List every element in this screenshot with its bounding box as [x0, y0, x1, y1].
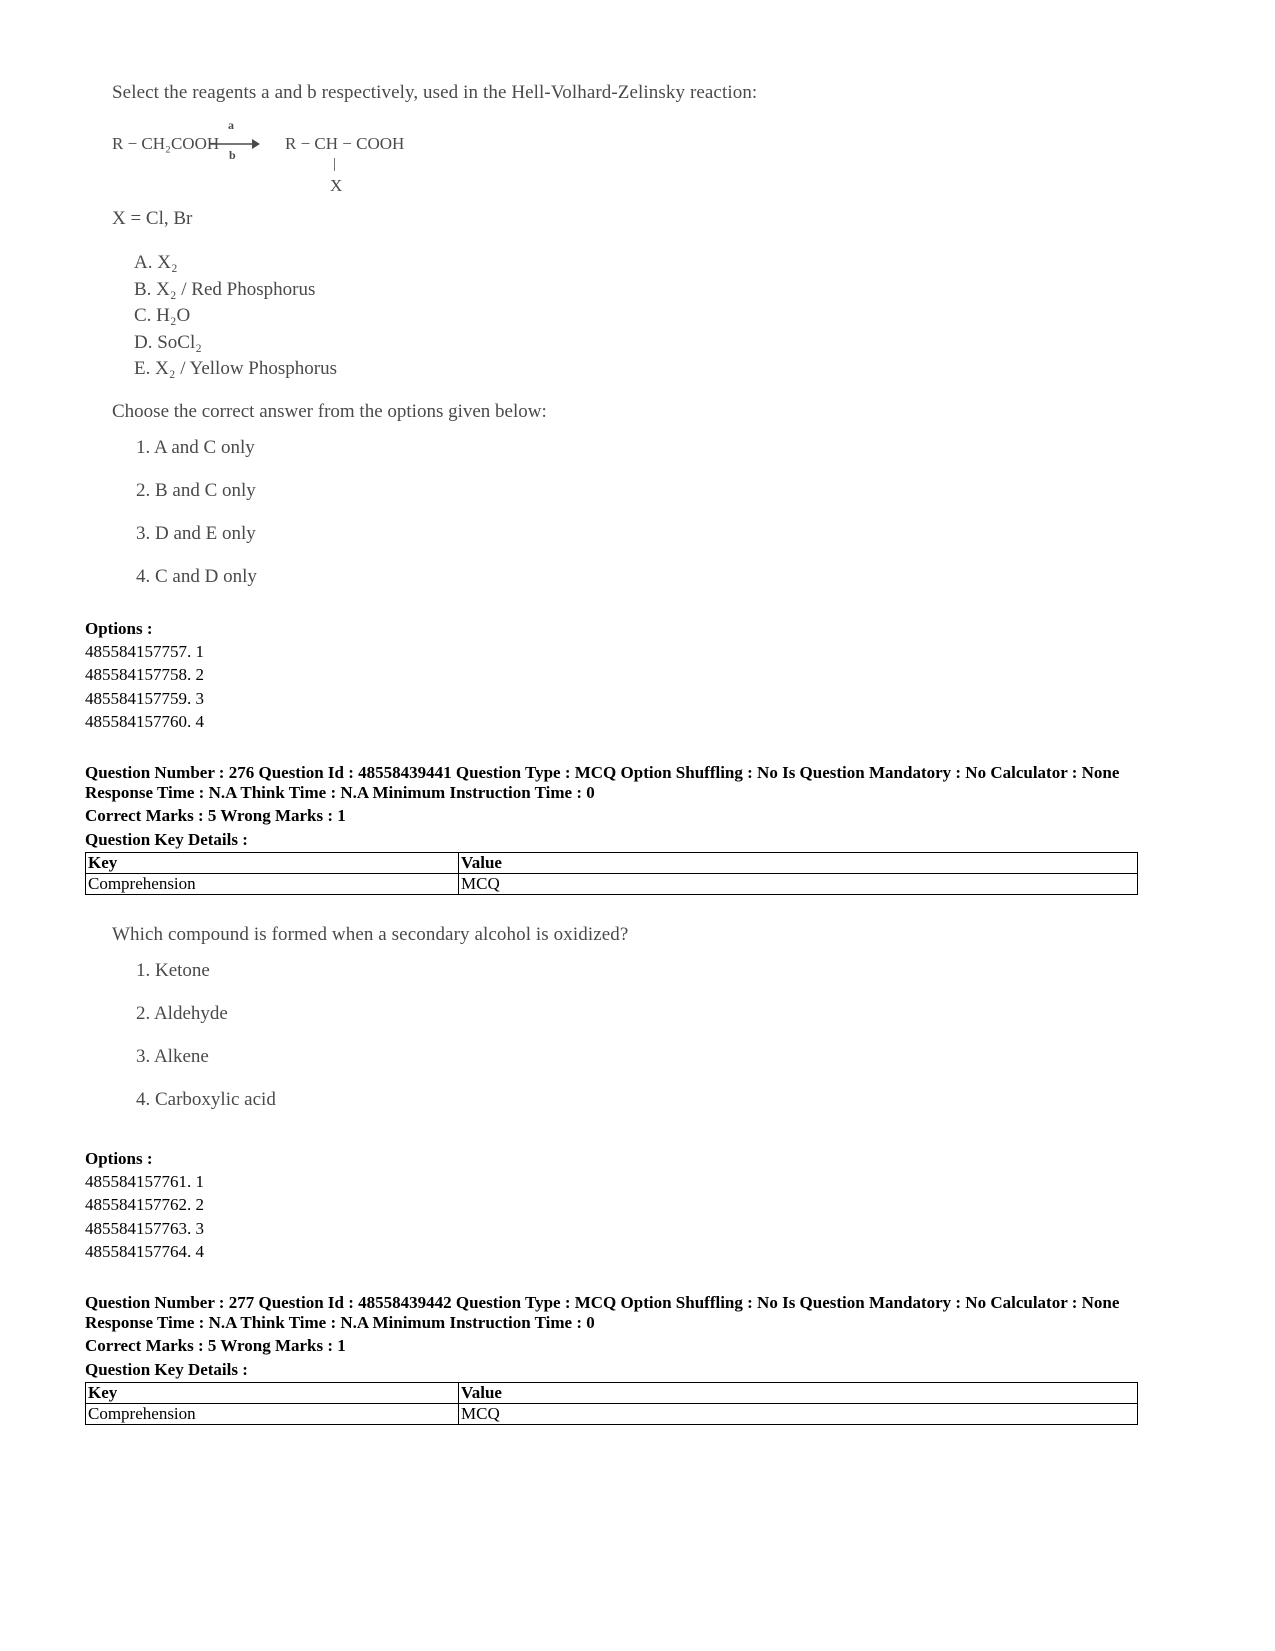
arrow-reagent-a: a — [228, 118, 234, 132]
numbered-option: 4. C and D only — [136, 565, 257, 587]
q276-key-table — [85, 852, 1138, 895]
q276-stem: Which compound is formed when a secondary alcohol is oxidized? — [112, 924, 629, 945]
letter-option: D. SoCl₂ — [134, 331, 202, 353]
options-heading: Options : — [85, 1149, 153, 1168]
q276-meta — [85, 763, 1145, 850]
q275-stem: Select the reagents a and b respectively, used in the Hell-Volhard-Zelinsky reaction: — [112, 82, 758, 103]
key-header: Key — [86, 1383, 459, 1404]
arrow-reagent-b: b — [229, 148, 236, 162]
key-header: Key — [86, 853, 459, 874]
question-marks: Correct Marks : 5 Wrong Marks : 1 — [85, 1336, 346, 1355]
question-meta-line: Question Number : 276 Question Id : 48558439441 Question Type : MCQ Option Shuffling : No Is Question Mandatory : No Calculator : None — [85, 763, 1120, 782]
question-timing-line: Response Time : N.A Think Time : N.A Minimum Instruction Time : 0 — [85, 1313, 595, 1332]
option-id: 485584157764. 4 — [85, 1241, 204, 1261]
numbered-option: 3. Alkene — [136, 1046, 209, 1067]
question-marks: Correct Marks : 5 Wrong Marks : 1 — [85, 806, 346, 825]
numbered-option: 2. B and C only — [136, 479, 256, 501]
value-cell: MCQ — [459, 1404, 1138, 1425]
q277-meta — [85, 1293, 1145, 1380]
reaction-product: R − CH − COOH — [285, 134, 405, 153]
product-bond: | — [333, 156, 337, 172]
option-id: 485584157757. 1 — [85, 642, 204, 662]
product-substituent: X — [330, 176, 343, 195]
letter-options — [134, 250, 757, 383]
option-id: 485584157758. 2 — [85, 665, 204, 685]
value-header: Value — [459, 853, 1138, 874]
option-id: 485584157763. 3 — [85, 1218, 204, 1238]
question-meta-line: Question Number : 277 Question Id : 48558439442 Question Type : MCQ Option Shuffling : No Is Question Mandatory : No Calculator : None — [85, 1293, 1120, 1312]
choose-instruction: Choose the correct answer from the options given below: — [112, 400, 547, 422]
numbered-options — [136, 437, 757, 609]
numbered-option: 2. Aldehyde — [136, 1003, 228, 1024]
numbered-option: 4. Carboxylic acid — [136, 1089, 276, 1110]
option-id: 485584157760. 4 — [85, 711, 204, 731]
question-timing-line: Response Time : N.A Think Time : N.A Minimum Instruction Time : 0 — [85, 783, 595, 802]
halogen-definition: X = Cl, Br — [112, 208, 193, 229]
letter-option: B. X₂ / Red Phosphorus — [134, 278, 316, 300]
letter-option: A. X₂ — [134, 252, 178, 273]
key-cell: Comprehension — [86, 1404, 459, 1425]
q275-options — [85, 617, 204, 733]
reaction-reactant: R − CH₂COOH — [112, 134, 220, 153]
hvz-reaction-diagram — [112, 114, 757, 204]
option-id: 485584157761. 1 — [85, 1172, 204, 1192]
letter-option: C. H₂O — [134, 305, 191, 326]
key-cell: Comprehension — [86, 874, 459, 895]
numbered-options — [136, 960, 628, 1132]
letter-option: E. X₂ / Yellow Phosphorus — [134, 358, 337, 379]
option-id: 485584157759. 3 — [85, 688, 204, 708]
options-heading: Options : — [85, 619, 153, 638]
key-details-heading: Question Key Details : — [85, 830, 248, 849]
q275-question-image — [112, 82, 757, 609]
q277-key-table — [85, 1382, 1138, 1425]
value-header: Value — [459, 1383, 1138, 1404]
option-id: 485584157762. 2 — [85, 1195, 204, 1215]
q276-options — [85, 1147, 204, 1263]
key-details-heading: Question Key Details : — [85, 1360, 248, 1379]
numbered-option: 1. A and C only — [136, 436, 255, 458]
q276-question-image — [112, 924, 628, 1132]
numbered-option: 1. Ketone — [136, 960, 210, 981]
numbered-option: 3. D and E only — [136, 522, 256, 544]
value-cell: MCQ — [459, 874, 1138, 895]
